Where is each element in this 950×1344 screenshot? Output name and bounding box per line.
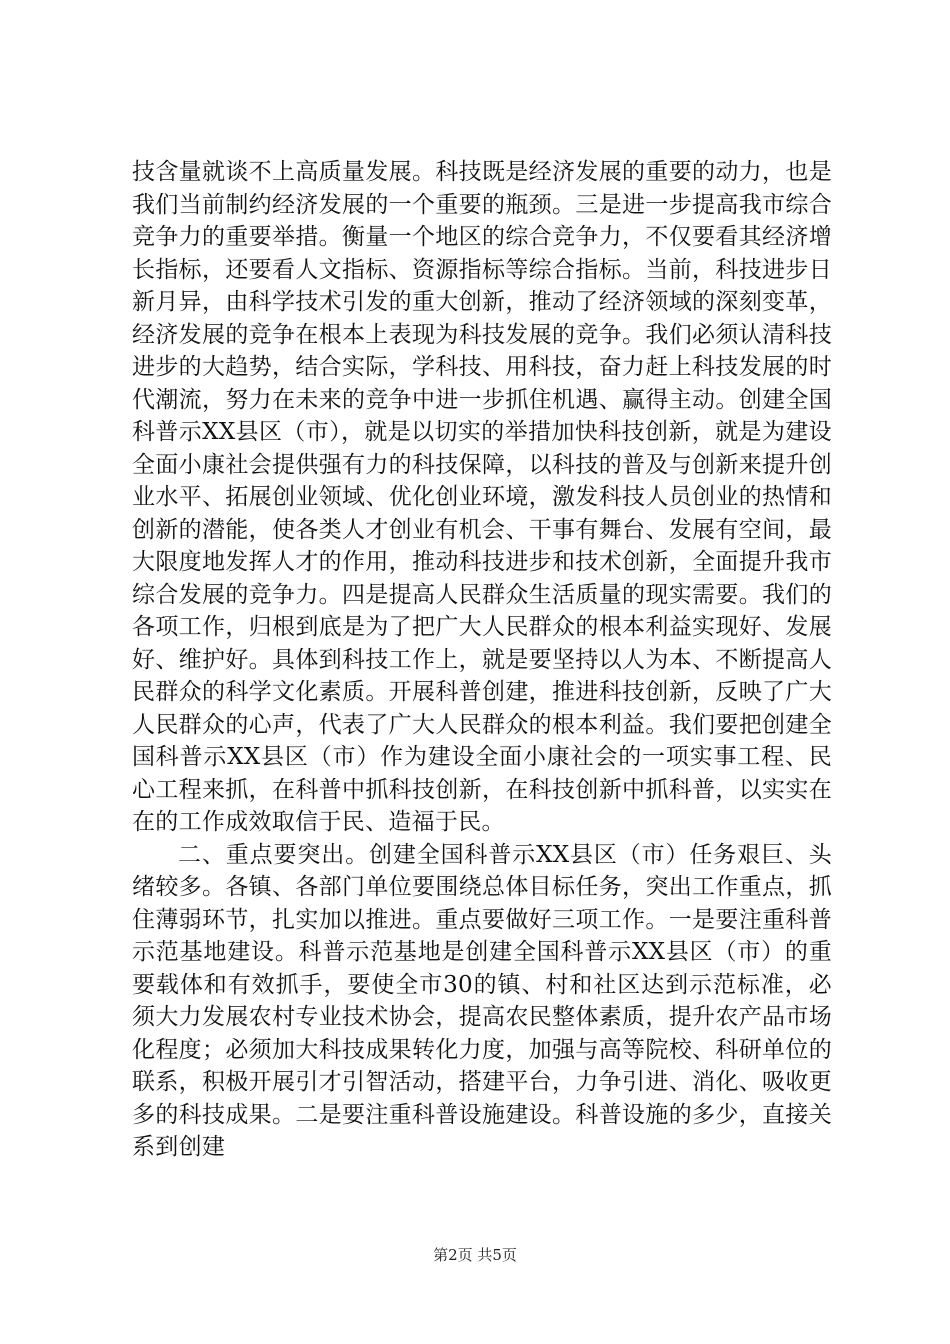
document-body	[132, 156, 832, 1164]
paragraph-1: 技含量就谈不上高质量发展。科技既是经济发展的重要的动力，也是我们当前制约经济发展的一个重要的瓶颈。三是进一步提高我市综合竞争力的重要举措。衡量一个地区的综合竞争力，不仅要看其经济增长指标，还要看人文指标、资源指标等综合指标。当前，科技进步日新月异，由科学技术引发的重大创新，推动了经济领域的深刻变革，经济发展的竞争在根本上表现为科技发展的竞争。我们必须认清科技进步的大趋势，结合实际，学科技、用科技，奋力赶上科技发展的时代潮流，努力在未来的竞争中进一步抓住机遇、赢得主动。创建全国科普示XX县区（市），就是以切实的举措加快科技创新，就是为建设全面小康社会提供强有力的科技保障，以科技的普及与创新来提升创业水平、拓展创业领域、优化创业环境，激发科技人员创业的热情和创新的潜能，使各类人才创业有机会、干事有舞台、发展有空间，最大限度地发挥人才的作用，推动科技进步和技术创新，全面提升我市综合发展的竞争力。四是提高人民群众生活质量的现实需要。我们的各项工作，归根到底是为了把广大人民群众的根本利益实现好、发展好、维护好。具体到科技工作上，就是要坚持以人为本、不断提高人民群众的科学文化素质。开展科普创建，推进科技创新，反映了广大人民群众的心声，代表了广大人民群众的根本利益。我们要把创建全国科普示XX县区（市）作为建设全面小康社会的一项实事工程、民心工程来抓，在科普中抓科技创新，在科技创新中抓科普，以实实在在的工作成效取信于民、造福于民。	[132, 159, 832, 835]
page-number-footer: 第2页 共5页	[433, 1246, 517, 1264]
paragraph-2: 二、重点要突出。创建全国科普示XX县区（市）任务艰巨、头绪较多。各镇、各部门单位要围绕总体目标任务，突出工作重点，抓住薄弱环节，扎实加以推进。重点要做好三项工作。一是要注重科普示范基地建设。科普示范基地是创建全国科普示XX县区（市）的重要载体和有效抓手，要使全市30的镇、村和社区达到示范标准，必须大力发展农村专业技术协会，提高农民整体素质，提升农产品市场化程度；必须加大科技成果转化力度，加强与高等院校、科研单位的联系，积极开展引才引智活动，搭建平台，力争引进、消化、吸收更多的科技成果。二是要注重科普设施建设。科普设施的多少，直接关系到创建	[132, 841, 832, 1160]
